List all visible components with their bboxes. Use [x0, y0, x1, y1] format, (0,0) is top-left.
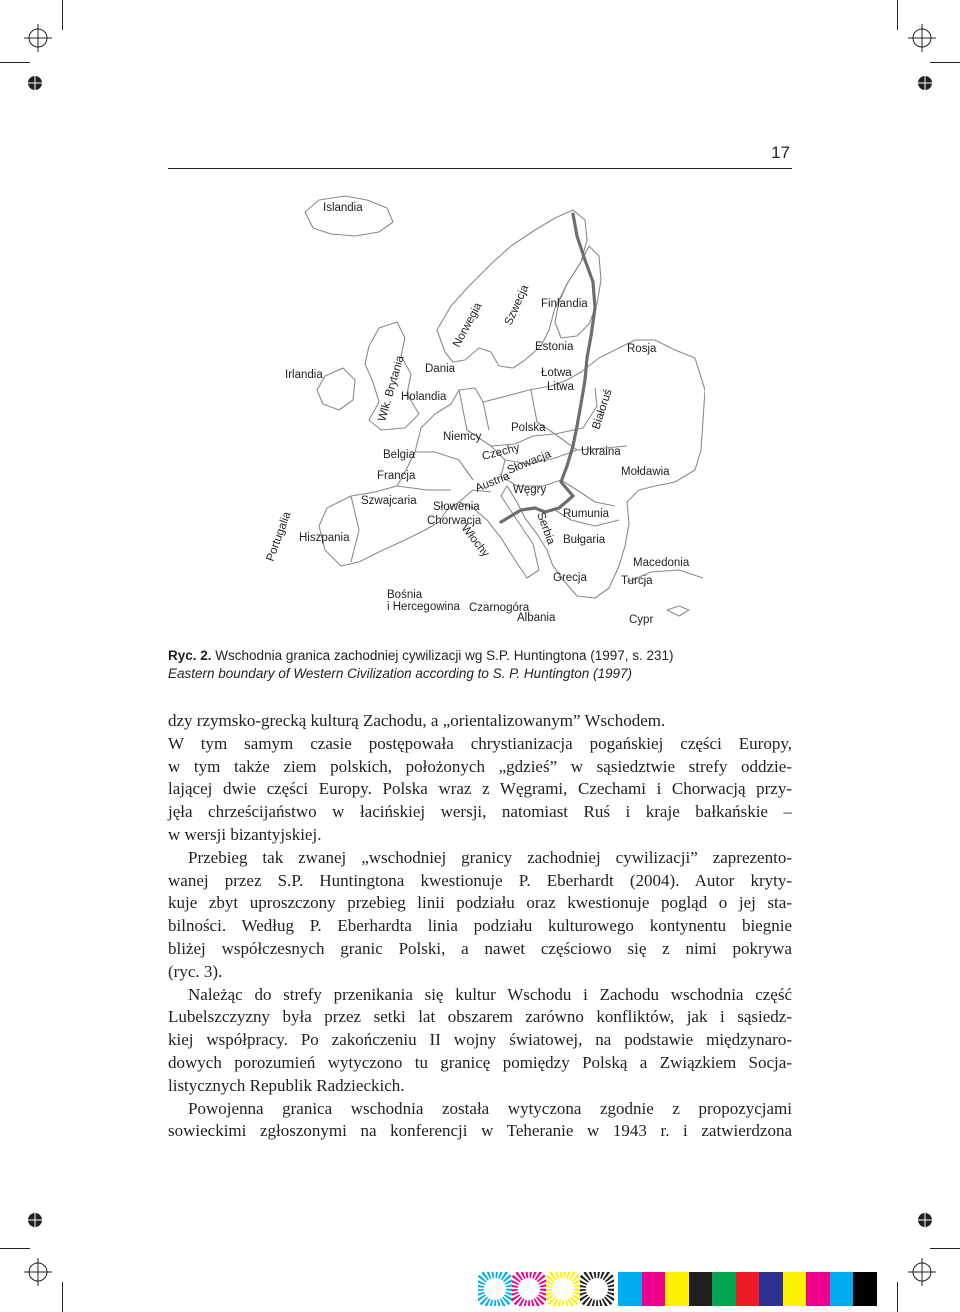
- starburst-target-icon: [546, 1272, 580, 1306]
- text-line: bilności. Według P. Eberhardta linia podziału kulturowego kontynentu biegnie: [168, 916, 792, 936]
- text-line: Powojenna granica wschodnia została wytyczona zgodnie z propozycjami: [188, 1098, 792, 1118]
- color-swatch: [736, 1272, 760, 1306]
- text-line: kuje zbyt uproszczony przebieg linii podziału oraz kwestionuje pogląd o jej sta-: [168, 893, 792, 913]
- label-finlandia: Finlandia: [541, 298, 588, 310]
- label-rumunia: Rumunia: [563, 508, 610, 520]
- label-slowenia: Słowenia: [433, 501, 480, 513]
- figure-label: Ryc. 2.: [168, 648, 212, 663]
- text-line: W tym samym czasie postępowała chrystianizacja pogańskiej części Europy,: [168, 733, 792, 753]
- registration-dot-icon: [26, 1211, 44, 1229]
- starburst-target-icon: [478, 1272, 512, 1306]
- text-line: wanej przez S.P. Huntingtona kwestionuje P. Eberhardt (2004). Autor kryty-: [168, 870, 792, 890]
- registration-mark-icon: [24, 24, 52, 52]
- label-szwecja: Szwecja: [502, 283, 532, 328]
- label-czechy: Czechy: [480, 441, 521, 463]
- text-line: jęła chrześcijaństwo w łacińskiej wersji, natomiast Ruś i kraje bałkańskie –: [168, 802, 792, 822]
- figure-caption-pl: [168, 648, 674, 663]
- label-slowacja: Słowacja: [505, 448, 553, 477]
- text-line: (ryc. 3).: [168, 961, 223, 981]
- text-line: Należąc do strefy przenikania się kultur Wschodu i Zachodu wschodnia część: [188, 984, 792, 1004]
- crop-mark: [62, 1282, 63, 1312]
- crop-mark: [62, 0, 63, 30]
- label-dania: Dania: [425, 363, 456, 375]
- map-labels: [265, 202, 690, 626]
- body-text: [168, 710, 792, 1143]
- color-swatch: [712, 1272, 736, 1306]
- text-line: Lubelszczyzny była przez setki lat obszarem zarówno konfliktów, jak i sąsiedz-: [168, 1007, 792, 1027]
- color-swatch: [853, 1272, 877, 1306]
- figure-caption-en: Eastern boundary of Western Civilization according to S. P. Huntington (1997): [168, 666, 633, 681]
- label-hercegowina: i Hercegowina: [387, 601, 460, 613]
- text-line: w wersji bizantyjskiej.: [168, 824, 322, 844]
- registration-dot-icon: [26, 74, 44, 92]
- color-swatch: [759, 1272, 783, 1306]
- label-estonia: Estonia: [535, 341, 574, 353]
- label-lotwa: Łotwa: [541, 367, 572, 379]
- label-turcja: Turcja: [621, 575, 653, 587]
- text-line: listycznych Republik Radzieckich.: [168, 1075, 405, 1095]
- page-number: 17: [771, 143, 790, 162]
- registration-mark-icon: [908, 24, 936, 52]
- text-line: lającej dwie części Europy. Polska wraz z Węgrami, Czechami i Chorwacją przy-: [168, 779, 792, 799]
- registration-mark-icon: [908, 1258, 936, 1286]
- label-macedonia: Macedonia: [633, 557, 690, 569]
- label-bulgaria: Bułgaria: [563, 534, 606, 546]
- crop-mark: [0, 1248, 30, 1249]
- color-swatch: [642, 1272, 666, 1306]
- label-wlochy: Włochy: [458, 522, 492, 560]
- text-line: sowieckimi zgłoszonymi na konferencji w Teheranie w 1943 r. i zatwierdzona: [168, 1121, 792, 1141]
- crop-mark: [0, 62, 30, 63]
- label-francja: Francja: [377, 470, 416, 482]
- label-portugalia: Portugalia: [264, 510, 294, 564]
- starburst-target-icon: [580, 1272, 614, 1306]
- text-line: Przebieg tak zwanej „wschodniej granicy zachodniej cywilizacji” zaprezento-: [188, 847, 792, 867]
- crop-mark: [930, 62, 960, 63]
- europe-map: [255, 190, 705, 630]
- label-serbia: Serbia: [534, 510, 557, 547]
- registration-mark-icon: [24, 1258, 52, 1286]
- label-litwa: Litwa: [547, 381, 574, 393]
- text-line: dzy rzymsko-grecką kulturą Zachodu, a „orientalizowanym” Wschodem.: [168, 711, 666, 730]
- header-rule: [168, 168, 792, 169]
- text-line: bliżej współczesnych granic Polski, a nawet częściowo się z nimi pokrywa: [168, 938, 792, 958]
- starburst-target-icon: [512, 1272, 546, 1306]
- label-chorwacja: Chorwacja: [427, 515, 482, 527]
- label-hiszpania: Hiszpania: [299, 532, 350, 544]
- caption-pl-text: Wschodnia granica zachodniej cywilizacji wg S.P. Huntingtona (1997, s. 231): [215, 648, 674, 663]
- registration-dot-icon: [916, 1211, 934, 1229]
- text-line: dowych porozumień wytyczono tu granicę pomiędzy Polską a Związkiem Socja-: [168, 1052, 792, 1072]
- color-swatch: [830, 1272, 854, 1306]
- label-bosnia: Bośnia: [387, 589, 423, 601]
- label-niemcy: Niemcy: [443, 431, 482, 443]
- label-grecja: Grecja: [553, 572, 587, 584]
- crop-mark: [897, 1282, 898, 1312]
- label-czarnogora: Czarnogóra: [469, 602, 530, 614]
- coastlines: [305, 196, 705, 616]
- label-austria: Austria: [473, 470, 512, 495]
- label-albania: Albania: [517, 612, 556, 624]
- color-swatch: [783, 1272, 807, 1306]
- color-swatch: [689, 1272, 713, 1306]
- color-swatch: [665, 1272, 689, 1306]
- label-ukraina: Ukraina: [581, 446, 621, 458]
- label-wlk-brytania: Wlk. Brytania: [376, 354, 407, 423]
- label-islandia: Islandia: [323, 202, 363, 214]
- label-szwajcaria: Szwajcaria: [361, 495, 417, 507]
- crop-mark: [930, 1248, 960, 1249]
- label-polska: Polska: [511, 422, 546, 434]
- crop-mark: [897, 0, 898, 30]
- label-norwegia: Norwegia: [451, 300, 485, 350]
- label-holandia: Holandia: [401, 391, 447, 403]
- color-swatch: [618, 1272, 642, 1306]
- label-belgia: Belgia: [383, 449, 415, 461]
- label-wegry: Węgry: [513, 484, 547, 496]
- label-moldawia: Mołdawia: [621, 466, 670, 478]
- label-bialorus: Białoruś: [590, 387, 615, 431]
- label-cypr: Cypr: [629, 614, 654, 626]
- cyprus-outline: [667, 606, 689, 616]
- label-rosja: Rosja: [627, 343, 657, 355]
- label-irlandia: Irlandia: [285, 369, 323, 381]
- registration-dot-icon: [916, 74, 934, 92]
- text-line: kiej współpracy. Po zakończeniu II wojny światowej, na podstawie międzynaro-: [168, 1030, 792, 1050]
- text-line: w tym także ziem polskich, położonych „gdzieś” w sąsiedztwie strefy oddzie-: [168, 756, 792, 776]
- color-swatch: [806, 1272, 830, 1306]
